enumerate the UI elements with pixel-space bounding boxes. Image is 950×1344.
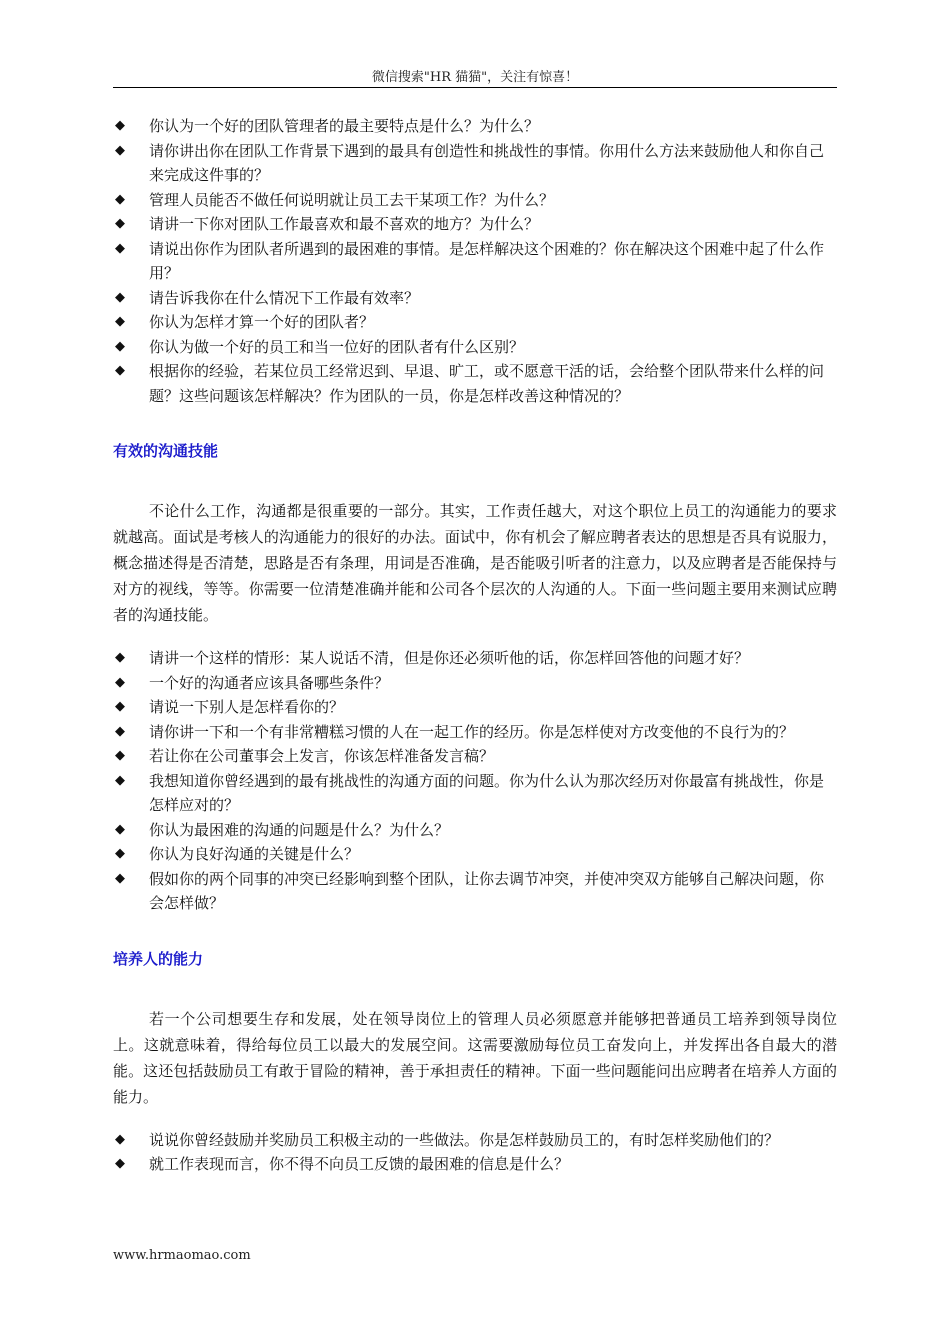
- diamond-bullet-icon: ◆: [115, 723, 125, 739]
- list-item: [113, 720, 837, 745]
- diamond-bullet-icon: ◆: [115, 216, 125, 231]
- section-heading-development: 培养人的能力: [113, 949, 204, 968]
- list-item-text: 根据你的经验，若某位员工经常迟到、早退、旷工，或不愿意干活的话，会给整个团队带来什么样的问题？这些问题该怎样解决？作为团队的一员，你是怎样改善这种情况的？: [149, 362, 825, 405]
- list-item: [113, 867, 837, 916]
- list-item-text: 一个好的沟通者应该具备哪些条件？: [149, 673, 390, 692]
- diamond-bullet-icon: ◆: [115, 314, 125, 329]
- section-heading-communication: 有效的沟通技能: [113, 442, 219, 460]
- bullet-list-communication: [113, 646, 837, 916]
- diamond-bullet-icon: ◆: [115, 363, 125, 378]
- list-item: [113, 114, 837, 139]
- diamond-bullet-icon: ◆: [115, 289, 125, 305]
- page-footer-url: www.hrmaomao.com: [113, 1248, 251, 1263]
- list-item-text: 若让你在公司董事会上发言，你该怎样准备发言稿？: [149, 747, 495, 765]
- diamond-bullet-icon: ◆: [115, 338, 125, 354]
- paragraph-development: 若一个公司想要生存和发展，处在领导岗位上的管理人员必须愿意并能够把普通员工培养到领导岗位上。这就意味着，得给每位员工以最大的发展空间。这需要激励每位员工奋发向上，并发挥出各自最大的潜能。这还包括鼓励员工有敢于冒险的精神，善于承担责任的精神。下面一些问题能问出应聘者在培养人方面的能力。: [113, 1009, 837, 1106]
- diamond-bullet-icon: ◆: [115, 821, 125, 837]
- list-item: [113, 818, 837, 843]
- list-item-text: 请你讲一下和一个有非常糟糕习惯的人在一起工作的经历。你是怎样使对方改变他的不良行为的？: [149, 722, 795, 741]
- list-item: [113, 237, 837, 286]
- list-item-text: 你认为一个好的团队管理者的最主要特点是什么？为什么？: [149, 117, 540, 135]
- list-item-text: 说说你曾经鼓励并奖励员工积极主动的一些做法。你是怎样鼓励员工的，有时怎样奖励他们的？: [149, 1130, 780, 1149]
- list-item: [113, 671, 837, 696]
- list-item: [113, 286, 837, 311]
- list-item: [113, 335, 837, 360]
- list-item-text: 你认为怎样才算一个好的团队者？: [149, 313, 375, 331]
- bullet-list-teamwork: [113, 114, 837, 408]
- document-body: [113, 114, 837, 1177]
- list-item: [113, 769, 837, 818]
- diamond-bullet-icon: ◆: [115, 1156, 125, 1171]
- list-item: [113, 1152, 837, 1177]
- list-item: [113, 842, 837, 867]
- list-item: [113, 139, 837, 188]
- list-item-text: 管理人员能否不做任何说明就让员工去干某项工作？为什么？: [149, 190, 555, 209]
- diamond-bullet-icon: ◆: [115, 870, 125, 886]
- diamond-bullet-icon: ◆: [115, 191, 125, 207]
- list-item-text: 请说一下别人是怎样看你的？: [149, 698, 345, 716]
- list-item: [113, 695, 837, 720]
- header-divider: [113, 87, 837, 88]
- list-item: [113, 188, 837, 213]
- list-item-text: 就工作表现而言，你不得不向员工反馈的最困难的信息是什么？: [149, 1155, 570, 1173]
- diamond-bullet-icon: ◆: [115, 846, 125, 861]
- diamond-bullet-icon: ◆: [115, 118, 125, 133]
- diamond-bullet-icon: ◆: [115, 748, 125, 763]
- list-item: [113, 646, 837, 671]
- list-item-text: 请说出你作为团队者所遇到的最困难的事情。是怎样解决这个困难的？你在解决这个困难中起了什么作用？: [149, 239, 825, 282]
- diamond-bullet-icon: ◆: [115, 142, 125, 158]
- diamond-bullet-icon: ◆: [115, 240, 125, 256]
- bullet-list-development: [113, 1128, 837, 1177]
- list-item-text: 你认为做一个好的员工和当一位好的团队者有什么区别？: [149, 337, 525, 356]
- diamond-bullet-icon: ◆: [115, 699, 125, 714]
- list-item-text: 请讲一下你对团队工作最喜欢和最不喜欢的地方？为什么？: [149, 215, 540, 233]
- paragraph-communication: 不论什么工作，沟通都是很重要的一部分。其实，工作责任越大，对这个职位上员工的沟通能力的要求就越高。面试是考核人的沟通能力的很好的办法。面试中，你有机会了解应聘者表达的思想是否具有说服力，概念描述得是否清楚，思路是否有条理，用词是否准确，是否能吸引听者的注意力，以及应聘者是否能保持与对方的视线，等等。你需要一位清楚准确并能和公司各个层次的人沟通的人。下面一些问题主要用来测试应聘者的沟通技能。: [113, 502, 837, 624]
- list-item-text: 请讲一个这样的情形：某人说话不清，但是你还必须听他的话，你怎样回答他的问题才好？: [149, 649, 750, 667]
- list-item-text: 你认为最困难的沟通的问题是什么？为什么？: [149, 820, 450, 839]
- list-item-text: 假如你的两个同事的冲突已经影响到整个团队，让你去调节冲突，并使冲突双方能够自己解决问题，你会怎样做？: [149, 869, 825, 912]
- list-item-text: 请你讲出你在团队工作背景下遇到的最具有创造性和挑战性的事情。你用什么方法来鼓励他人和你自己来完成这件事的？: [149, 141, 825, 184]
- list-item-text: 你认为良好沟通的关键是什么？: [149, 845, 360, 863]
- page-header: 微信搜索"HR 猫猫"，关注有惊喜！: [371, 70, 579, 85]
- list-item: [113, 1128, 837, 1153]
- list-item: [113, 310, 837, 335]
- list-item-text: 请告诉我你在什么情况下工作最有效率？: [149, 288, 420, 307]
- list-item: [113, 359, 837, 408]
- list-item-text: 我想知道你曾经遇到的最有挑战性的沟通方面的问题。你为什么认为那次经历对你最富有挑战性，你是怎样应对的？: [149, 771, 825, 814]
- diamond-bullet-icon: ◆: [115, 1131, 125, 1147]
- diamond-bullet-icon: ◆: [115, 772, 125, 788]
- diamond-bullet-icon: ◆: [115, 650, 125, 665]
- list-item: [113, 744, 837, 769]
- list-item: [113, 212, 837, 237]
- diamond-bullet-icon: ◆: [115, 674, 125, 690]
